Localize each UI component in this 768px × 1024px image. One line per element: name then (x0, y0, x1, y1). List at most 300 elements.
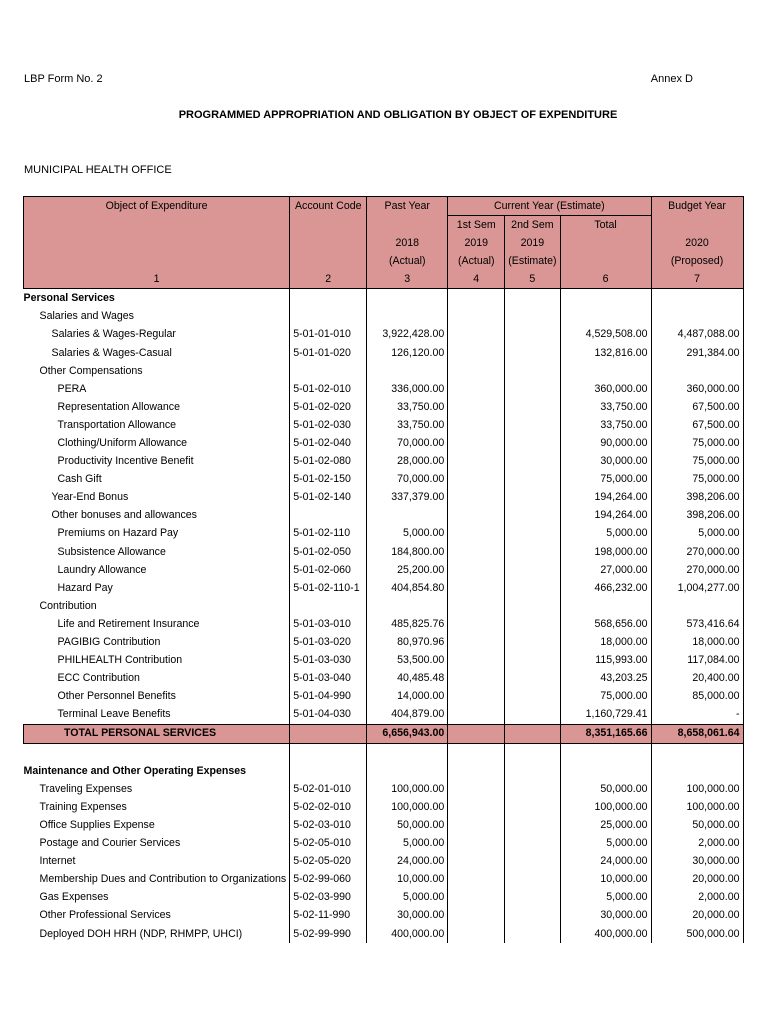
current-total-amount: 33,750.00 (560, 398, 651, 416)
header-row-numbers (24, 270, 744, 289)
sem1-amount (448, 489, 505, 507)
expenditure-name: Hazard Pay (57, 581, 113, 594)
sem2-amount (505, 615, 560, 633)
sem2-amount (505, 651, 560, 669)
sem1-amount (448, 743, 505, 762)
budget-year-amount: 100,000.00 (651, 780, 743, 798)
current-total-amount: 27,000.00 (560, 561, 651, 579)
sem1-amount (448, 344, 505, 362)
budget-year-amount (651, 597, 743, 615)
current-total-amount: 568,656.00 (560, 615, 651, 633)
sem1-amount (448, 816, 505, 834)
sem2-amount (505, 852, 560, 870)
current-total-amount: 18,000.00 (560, 633, 651, 651)
sem2-amount (505, 470, 560, 488)
current-total-amount (560, 597, 651, 615)
current-total-amount: 5,000.00 (560, 889, 651, 907)
expenditure-name (24, 743, 290, 762)
table-row (24, 308, 744, 326)
budget-year-amount: 8,658,061.64 (651, 724, 743, 743)
expenditure-name: Subsistence Allowance (57, 545, 166, 558)
past-year-amount: 100,000.00 (367, 780, 448, 798)
sem1-amount (448, 326, 505, 344)
table-row (24, 416, 744, 434)
sem2-amount (505, 561, 560, 579)
sem1-amount (448, 780, 505, 798)
table-row (24, 852, 744, 870)
budget-year-amount: 573,416.64 (651, 615, 743, 633)
table-row (24, 434, 744, 452)
sem1-amount (448, 688, 505, 706)
expenditure-name: Representation Allowance (57, 400, 180, 413)
past-year-amount (367, 308, 448, 326)
account-code (290, 289, 367, 308)
table-row (24, 525, 744, 543)
account-code (290, 762, 367, 780)
sem1-amount (448, 543, 505, 561)
table-row (24, 816, 744, 834)
budget-year-amount: 2,000.00 (651, 834, 743, 852)
budget-year-amount: 67,500.00 (651, 416, 743, 434)
past-year-note: (Actual) (367, 252, 448, 270)
past-year-amount: 3,922,428.00 (367, 326, 448, 344)
current-total-amount: 8,351,165.66 (560, 724, 651, 743)
table-body (24, 197, 744, 943)
sem2-amount (505, 633, 560, 651)
sem1-amount (448, 762, 505, 780)
table-row (24, 597, 744, 615)
past-year-amount: 28,000.00 (367, 452, 448, 470)
table-row (24, 579, 744, 597)
account-code: 5-02-99-990 (290, 925, 367, 943)
sem2-amount (505, 380, 560, 398)
account-code: 5-01-02-140 (290, 489, 367, 507)
budget-year-amount (651, 762, 743, 780)
past-year-amount (367, 507, 448, 525)
sem1-amount (448, 925, 505, 943)
expenditure-table (23, 196, 744, 943)
current-total-amount: 24,000.00 (560, 852, 651, 870)
table-row (24, 489, 744, 507)
sem2-amount (505, 326, 560, 344)
spacer-row (24, 743, 744, 762)
budget-year-amount: 291,384.00 (651, 344, 743, 362)
account-code: 5-01-02-150 (290, 470, 367, 488)
account-code: 5-01-04-990 (290, 688, 367, 706)
sem1-amount (448, 470, 505, 488)
account-code: 5-01-02-050 (290, 543, 367, 561)
document-title: PROGRAMMED APPROPRIATION AND OBLIGATION BY OBJECT OF EXPENDITURE (178, 109, 618, 121)
past-year-amount: 25,200.00 (367, 561, 448, 579)
account-code: 5-02-01-010 (290, 780, 367, 798)
past-year-amount (367, 597, 448, 615)
budget-year-amount: 50,000.00 (651, 816, 743, 834)
col-header-2nd-sem: 2nd Sem (505, 216, 560, 235)
sem2-note: (Estimate) (505, 252, 560, 270)
expenditure-name: Laundry Allowance (57, 563, 147, 576)
sem1-amount (448, 669, 505, 687)
past-year-amount: 70,000.00 (367, 470, 448, 488)
current-total-amount: 115,993.00 (560, 651, 651, 669)
budget-year-amount: 1,004,277.00 (651, 579, 743, 597)
header-row-1 (24, 197, 744, 216)
account-code (290, 308, 367, 326)
budget-year-amount: 100,000.00 (651, 798, 743, 816)
sem1-amount (448, 380, 505, 398)
col-header-past-year: Past Year (367, 197, 448, 216)
current-total-amount (560, 289, 651, 308)
past-year-amount: 24,000.00 (367, 852, 448, 870)
budget-year-amount: 20,000.00 (651, 870, 743, 888)
sem1-amount (448, 434, 505, 452)
table-row (24, 543, 744, 561)
current-total-amount: 43,203.25 (560, 669, 651, 687)
past-year-amount (367, 743, 448, 762)
current-total-amount: 5,000.00 (560, 525, 651, 543)
budget-year-amount: 270,000.00 (651, 561, 743, 579)
total-row (24, 724, 744, 743)
form-number: LBP Form No. 2 (24, 73, 103, 85)
past-year-amount (367, 289, 448, 308)
sem1-amount (448, 308, 505, 326)
table-row (24, 706, 744, 725)
account-code: 5-02-03-990 (290, 889, 367, 907)
table-row (24, 561, 744, 579)
expenditure-name: Terminal Leave Benefits (57, 708, 171, 721)
past-year-amount: 33,750.00 (367, 398, 448, 416)
current-total-amount (560, 762, 651, 780)
budget-year-amount: 398,206.00 (651, 507, 743, 525)
sem2-amount (505, 398, 560, 416)
expenditure-name: Year-End Bonus (51, 491, 129, 504)
current-total-amount: 75,000.00 (560, 470, 651, 488)
sem2-amount (505, 289, 560, 308)
budget-year-amount: 18,000.00 (651, 633, 743, 651)
col-header-total: Total (560, 216, 651, 235)
account-code: 5-01-02-060 (290, 561, 367, 579)
table-row (24, 326, 744, 344)
table-row (24, 507, 744, 525)
col-header-object: Object of Expenditure (24, 197, 290, 216)
expenditure-name: Salaries and Wages (39, 310, 134, 323)
expenditure-name: Deployed DOH HRH (NDP, RHMPP, UHCI) (39, 927, 243, 940)
expenditure-name: PERA (57, 382, 87, 395)
table-row (24, 651, 744, 669)
expenditure-name: Internet (39, 855, 76, 868)
past-year-amount: 80,970.96 (367, 633, 448, 651)
past-year-amount: 53,500.00 (367, 651, 448, 669)
expenditure-name: Other Compensations (39, 364, 143, 377)
expenditure-name: Transportation Allowance (57, 418, 177, 431)
current-total-amount: 132,816.00 (560, 344, 651, 362)
budget-year-amount: 5,000.00 (651, 525, 743, 543)
current-total-amount (560, 743, 651, 762)
expenditure-name: Clothing/Uniform Allowance (57, 436, 188, 449)
sem1-amount (448, 907, 505, 925)
col-number-6: 6 (560, 270, 651, 289)
current-total-amount: 30,000.00 (560, 907, 651, 925)
sem1-amount (448, 889, 505, 907)
account-code: 5-01-01-020 (290, 344, 367, 362)
past-year-amount: 50,000.00 (367, 816, 448, 834)
budget-year-amount: 20,000.00 (651, 907, 743, 925)
current-total-amount (560, 308, 651, 326)
expenditure-name: Productivity Incentive Benefit (57, 455, 194, 468)
account-code: 5-01-03-010 (290, 615, 367, 633)
sem1-amount (448, 452, 505, 470)
account-code: 5-01-02-040 (290, 434, 367, 452)
expenditure-name: PAGIBIG Contribution (57, 636, 161, 648)
past-year-amount: 70,000.00 (367, 434, 448, 452)
sem1-amount (448, 651, 505, 669)
past-year-amount: 10,000.00 (367, 870, 448, 888)
sem2-amount (505, 870, 560, 888)
past-year-amount: 404,854.80 (367, 579, 448, 597)
table-row (24, 398, 744, 416)
expenditure-name: Other Professional Services (39, 909, 171, 922)
expenditure-name: Office Supplies Expense (39, 818, 155, 831)
sem2-amount (505, 743, 560, 762)
sem2-amount (505, 452, 560, 470)
current-total-amount: 5,000.00 (560, 834, 651, 852)
past-year-amount: 337,379.00 (367, 489, 448, 507)
current-total-amount (560, 362, 651, 380)
sem2-amount (505, 762, 560, 780)
header-row-3 (24, 234, 744, 252)
budget-year-note: (Proposed) (651, 252, 743, 270)
sem1-amount (448, 289, 505, 308)
current-total-amount: 90,000.00 (560, 434, 651, 452)
budget-year-amount: 2,000.00 (651, 889, 743, 907)
budget-year-amount: - (651, 706, 743, 725)
sem1-amount (448, 633, 505, 651)
sem1-amount (448, 615, 505, 633)
expenditure-name: Cash Gift (57, 473, 102, 486)
table-row (24, 925, 744, 943)
table-row (24, 344, 744, 362)
col-number-2: 2 (290, 270, 367, 289)
col-number-5: 5 (505, 270, 560, 289)
col-header-budget-year: Budget Year (651, 197, 743, 216)
budget-year-amount: 398,206.00 (651, 489, 743, 507)
account-code (290, 597, 367, 615)
sem2-amount (505, 525, 560, 543)
table-row (24, 688, 744, 706)
sem2-amount (505, 416, 560, 434)
expenditure-name: ECC Contribution (57, 672, 140, 685)
account-code: 5-02-05-010 (290, 834, 367, 852)
header-row-4 (24, 252, 744, 270)
section-row (24, 762, 744, 780)
office-name: MUNICIPAL HEALTH OFFICE (24, 164, 172, 176)
account-code (290, 724, 367, 743)
past-year-amount: 336,000.00 (367, 380, 448, 398)
expenditure-name: Traveling Expenses (39, 782, 133, 795)
budget-year-amount (651, 308, 743, 326)
sem1-amount (448, 724, 505, 743)
past-year-amount: 100,000.00 (367, 798, 448, 816)
past-year-amount: 6,656,943.00 (367, 724, 448, 743)
table-row (24, 380, 744, 398)
sem1-year: 2019 (448, 234, 505, 252)
expenditure-name: Other bonuses and allowances (51, 509, 197, 522)
budget-year-amount (651, 289, 743, 308)
account-code: 5-02-02-010 (290, 798, 367, 816)
sem2-amount (505, 907, 560, 925)
table-row (24, 889, 744, 907)
account-code: 5-01-02-010 (290, 380, 367, 398)
sem1-amount (448, 870, 505, 888)
table-row (24, 615, 744, 633)
current-total-amount: 100,000.00 (560, 798, 651, 816)
past-year-amount: 33,750.00 (367, 416, 448, 434)
current-total-amount: 360,000.00 (560, 380, 651, 398)
past-year-amount: 40,485.48 (367, 669, 448, 687)
col-header-1st-sem: 1st Sem (448, 216, 505, 235)
account-code: 5-01-02-080 (290, 452, 367, 470)
account-code: 5-02-11-990 (290, 907, 367, 925)
current-total-amount: 75,000.00 (560, 688, 651, 706)
table-row (24, 669, 744, 687)
account-code: 5-01-02-020 (290, 398, 367, 416)
expenditure-name: PHILHEALTH Contribution (57, 654, 183, 667)
sem2-amount (505, 543, 560, 561)
table-row (24, 907, 744, 925)
sem1-amount (448, 362, 505, 380)
col-header-current-year: Current Year (Estimate) (448, 197, 651, 216)
expenditure-name: Salaries & Wages-Casual (51, 346, 172, 359)
past-year-amount (367, 362, 448, 380)
sem2-amount (505, 798, 560, 816)
table-row (24, 798, 744, 816)
table-row (24, 870, 744, 888)
sem2-year: 2019 (505, 234, 560, 252)
section-row (24, 289, 744, 308)
current-total-amount: 1,160,729.41 (560, 706, 651, 725)
current-total-amount: 194,264.00 (560, 489, 651, 507)
budget-year-amount: 117,084.00 (651, 651, 743, 669)
col-number-3: 3 (367, 270, 448, 289)
budget-year-amount: 75,000.00 (651, 470, 743, 488)
budget-year-amount: 270,000.00 (651, 543, 743, 561)
sem2-amount (505, 780, 560, 798)
table-row (24, 452, 744, 470)
past-year-amount: 485,825.76 (367, 615, 448, 633)
account-code: 5-01-03-020 (290, 633, 367, 651)
sem2-amount (505, 434, 560, 452)
current-total-amount: 194,264.00 (560, 507, 651, 525)
sem1-amount (448, 706, 505, 725)
current-total-amount: 30,000.00 (560, 452, 651, 470)
budget-year-value: 2020 (651, 234, 743, 252)
current-total-amount: 50,000.00 (560, 780, 651, 798)
account-code: 5-01-02-030 (290, 416, 367, 434)
account-code: 5-01-02-110 (290, 525, 367, 543)
sem2-amount (505, 925, 560, 943)
sem2-amount (505, 308, 560, 326)
past-year-amount: 30,000.00 (367, 907, 448, 925)
account-code (290, 362, 367, 380)
table-row (24, 633, 744, 651)
budget-year-amount (651, 743, 743, 762)
table-row (24, 834, 744, 852)
expenditure-name: Gas Expenses (39, 891, 109, 904)
col-number-4: 4 (448, 270, 505, 289)
sem1-amount (448, 398, 505, 416)
past-year-amount: 5,000.00 (367, 889, 448, 907)
budget-year-amount: 75,000.00 (651, 452, 743, 470)
sem2-amount (505, 724, 560, 743)
sem2-amount (505, 344, 560, 362)
account-code: 5-02-03-010 (290, 816, 367, 834)
budget-year-amount: 85,000.00 (651, 688, 743, 706)
past-year-value: 2018 (367, 234, 448, 252)
sem1-amount (448, 525, 505, 543)
expenditure-name: Membership Dues and Contribution to Organizations (39, 873, 287, 886)
table-row (24, 780, 744, 798)
sem2-amount (505, 889, 560, 907)
account-code: 5-01-03-030 (290, 651, 367, 669)
account-code: 5-01-02-110-1 (290, 579, 367, 597)
sem2-amount (505, 507, 560, 525)
sem2-amount (505, 816, 560, 834)
sem1-note: (Actual) (448, 252, 505, 270)
current-total-amount: 4,529,508.00 (560, 326, 651, 344)
sem2-amount (505, 579, 560, 597)
table-row (24, 470, 744, 488)
past-year-amount: 14,000.00 (367, 688, 448, 706)
expenditure-name: Maintenance and Other Operating Expenses (23, 764, 247, 777)
expenditure-name: Premiums on Hazard Pay (57, 527, 179, 540)
sem1-amount (448, 597, 505, 615)
current-total-amount: 466,232.00 (560, 579, 651, 597)
sem2-amount (505, 597, 560, 615)
current-total-amount: 33,750.00 (560, 416, 651, 434)
expenditure-name: Postage and Courier Services (39, 837, 181, 850)
budget-year-amount: 500,000.00 (651, 925, 743, 943)
sem1-amount (448, 507, 505, 525)
current-total-amount: 10,000.00 (560, 870, 651, 888)
past-year-amount: 5,000.00 (367, 525, 448, 543)
account-code: 5-02-05-020 (290, 852, 367, 870)
sem1-amount (448, 798, 505, 816)
sem1-amount (448, 852, 505, 870)
expenditure-name: Other Personnel Benefits (57, 690, 176, 703)
past-year-amount: 404,879.00 (367, 706, 448, 725)
account-code: 5-01-03-040 (290, 669, 367, 687)
budget-year-amount: 20,400.00 (651, 669, 743, 687)
annex-label: Annex D (650, 73, 693, 85)
table-row (24, 362, 744, 380)
expenditure-name: TOTAL PERSONAL SERVICES (24, 724, 290, 743)
account-code: 5-01-01-010 (290, 326, 367, 344)
expenditure-name: Training Expenses (39, 800, 127, 813)
expenditure-name: Personal Services (23, 292, 115, 305)
past-year-amount: 400,000.00 (367, 925, 448, 943)
sem2-amount (505, 362, 560, 380)
col-number-1: 1 (24, 270, 290, 289)
budget-year-amount: 360,000.00 (651, 380, 743, 398)
account-code: 5-02-99-060 (290, 870, 367, 888)
expenditure-name: Salaries & Wages-Regular (51, 328, 176, 341)
col-number-7: 7 (651, 270, 743, 289)
sem2-amount (505, 669, 560, 687)
expenditure-name: Life and Retirement Insurance (57, 617, 200, 630)
expenditure-name: Contribution (39, 599, 97, 612)
budget-year-amount: 67,500.00 (651, 398, 743, 416)
header-row-2 (24, 216, 744, 235)
account-code (290, 507, 367, 525)
